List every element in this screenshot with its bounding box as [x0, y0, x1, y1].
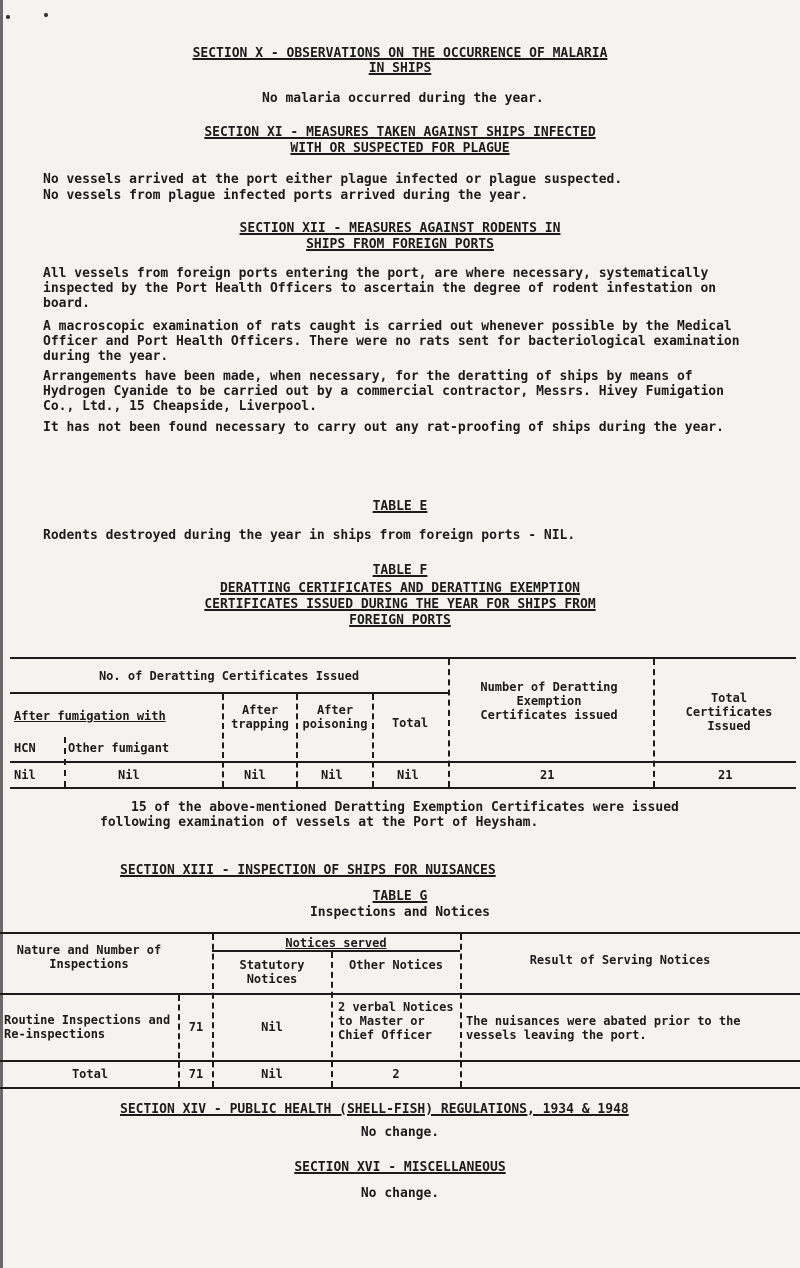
- routine-inspections-label: Routine Inspections and Re-inspections: [4, 1013, 171, 1041]
- table-divider: [331, 952, 333, 1087]
- table-rule: [10, 761, 796, 763]
- table-rule: [212, 950, 460, 952]
- table-f-title-1: DERATTING CERTIFICATES AND DERATTING EXEMPTION: [219, 581, 581, 596]
- table-divider: [653, 659, 655, 787]
- total-statutory-value: Nil: [261, 1067, 283, 1081]
- table-divider: [212, 934, 214, 1087]
- table-divider: [448, 659, 450, 787]
- table-rule: [10, 657, 796, 659]
- table-rule: [10, 692, 448, 694]
- table-rule: [0, 993, 800, 995]
- table-divider: [296, 694, 298, 787]
- section-xvi-heading: SECTION XVI - MISCELLANEOUS: [294, 1160, 506, 1175]
- section-xii-para-3: Arrangements have been made, when necessary, for the deratting of ships by means of Hydrogen Cyanide to be carried out by a commercial contractor, Messrs. Hivey Fumigation Co., Ltd., 15 Cheapside, Liverpool.: [43, 369, 724, 414]
- table-f-title-2: CERTIFICATES ISSUED DURING THE YEAR FOR SHIPS FROM: [204, 597, 596, 612]
- notices-served-header: Notices served: [285, 936, 387, 950]
- group-header: No. of Deratting Certificates Issued: [98, 669, 360, 683]
- hcn-value: Nil: [14, 768, 36, 782]
- section-xvi-text: No change.: [360, 1186, 440, 1201]
- section-x-text: No malaria occurred during the year.: [262, 91, 544, 106]
- section-xiv-text: No change.: [360, 1125, 440, 1140]
- total-issued-header: Total Certificates Issued: [685, 691, 773, 733]
- section-xiv-heading: SECTION XIV - PUBLIC HEALTH (SHELL-FISH) REGULATIONS, 1934 & 1948: [120, 1102, 629, 1117]
- section-xi-line-1: No vessels arrived at the port either plague infected or plague suspected.: [43, 172, 623, 187]
- scan-mark: [6, 15, 10, 19]
- section-x-heading-2: IN SHIPS: [368, 61, 432, 76]
- total-label: Total: [71, 1067, 109, 1081]
- nature-header: Nature and Number of Inspections: [16, 943, 162, 971]
- table-f-note: 15 of the above-mentioned Deratting Exemption Certificates were issued following examination of vessels at the Port of Heysham.: [100, 800, 679, 830]
- table-rule: [0, 1060, 800, 1062]
- table-e-heading: TABLE E: [372, 499, 428, 514]
- routine-statutory-value: Nil: [261, 1020, 283, 1034]
- exemption-header: Number of Deratting Exemption Certificates issued: [480, 680, 618, 722]
- table-rule: [0, 1087, 800, 1089]
- other-fumigant-header: Other fumigant: [68, 741, 170, 755]
- after-trapping-header: After trapping: [231, 703, 289, 731]
- table-divider: [222, 694, 224, 787]
- other-notices-header: Other Notices: [349, 958, 443, 972]
- total-issued-value: 21: [718, 768, 733, 782]
- after-poisoning-header: After poisoning: [302, 703, 368, 731]
- section-x-heading: SECTION X - OBSERVATIONS ON THE OCCURRENCE OF MALARIA: [192, 46, 608, 61]
- section-xii-heading-2: SHIPS FROM FOREIGN PORTS: [306, 237, 494, 252]
- hcn-header: HCN: [14, 741, 36, 755]
- section-xii-para-4: It has not been found necessary to carry out any rat-proofing of ships during the year.: [43, 420, 724, 435]
- section-xii-heading: SECTION XII - MEASURES AGAINST RODENTS IN: [239, 221, 561, 236]
- scan-edge: [0, 0, 3, 1268]
- table-e-text: Rodents destroyed during the year in ships from foreign ports - NIL.: [43, 528, 576, 543]
- section-xi-heading-2: WITH OR SUSPECTED FOR PLAGUE: [290, 141, 510, 156]
- table-g-heading: TABLE G: [372, 889, 428, 904]
- table-divider: [372, 694, 374, 787]
- total-value: Nil: [397, 768, 419, 782]
- section-xii-para-2: A macroscopic examination of rats caught is carried out whenever possible by the Medical Officer and Port Health Officers. There were no rats sent for bacteriological examination during the year.: [43, 319, 740, 364]
- table-rule: [10, 787, 796, 789]
- table-divider: [460, 934, 462, 1087]
- exemption-value: 21: [540, 768, 555, 782]
- total-other-value: 2: [392, 1067, 400, 1081]
- table-rule: [0, 932, 800, 934]
- routine-inspections-count: 71: [188, 1020, 204, 1034]
- section-xiii-heading: SECTION XIII - INSPECTION OF SHIPS FOR NUISANCES: [120, 863, 496, 878]
- table-f-title-3: FOREIGN PORTS: [349, 613, 451, 628]
- table-g-subheading: Inspections and Notices: [309, 905, 490, 920]
- result-header: Result of Serving Notices: [529, 953, 711, 967]
- section-xi-heading: SECTION XI - MEASURES TAKEN AGAINST SHIPS INFECTED: [204, 125, 596, 140]
- routine-other-value: 2 verbal Notices to Master or Chief Officer: [338, 1000, 454, 1042]
- scan-mark: [44, 13, 48, 17]
- other-fumigant-value: Nil: [118, 768, 140, 782]
- table-divider: [178, 995, 180, 1087]
- total-count: 71: [188, 1067, 204, 1081]
- routine-result-value: The nuisances were abated prior to the vessels leaving the port.: [466, 1014, 741, 1042]
- after-trapping-value: Nil: [244, 768, 266, 782]
- table-divider: [64, 737, 66, 787]
- statutory-header: Statutory Notices: [239, 958, 305, 986]
- after-poisoning-value: Nil: [321, 768, 343, 782]
- total-header: Total: [391, 716, 429, 730]
- section-xii-para-1: All vessels from foreign ports entering the port, are where necessary, systematically inspected by the Port Health Officers to ascertain the degree of rodent infestation on board.: [43, 266, 717, 311]
- after-fumigation-header: After fumigation with: [14, 709, 166, 723]
- section-xi-line-2: No vessels from plague infected ports arrived during the year.: [43, 188, 529, 203]
- table-f-heading: TABLE F: [372, 563, 428, 578]
